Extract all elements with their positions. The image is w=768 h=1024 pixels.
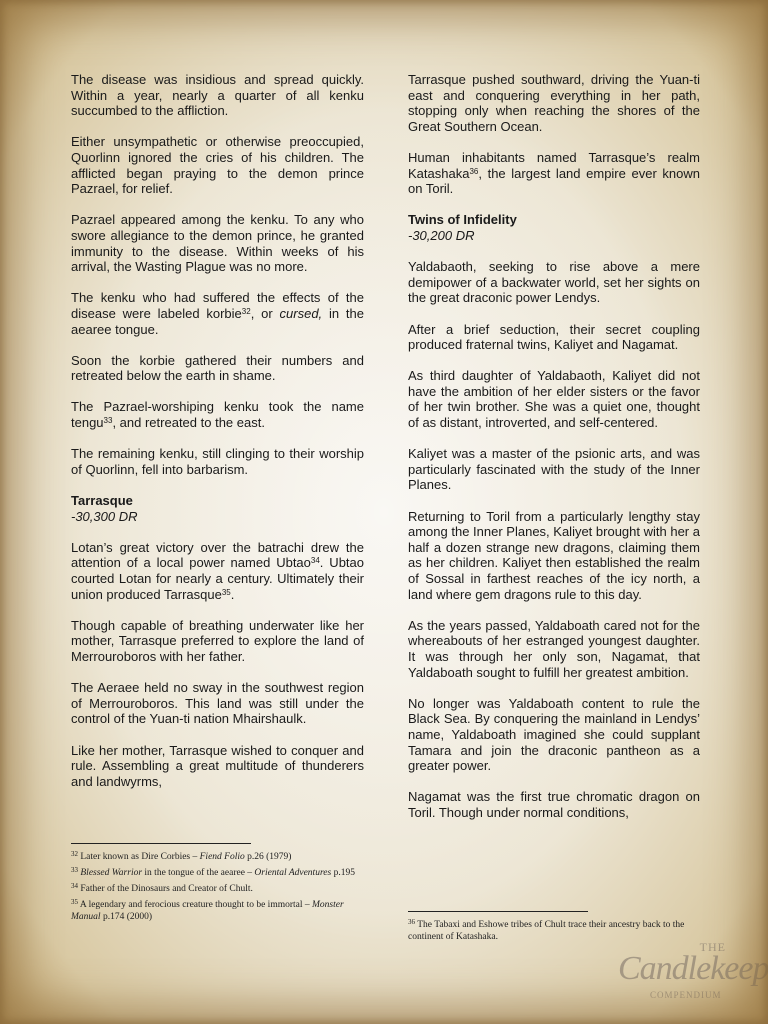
logo-line: Candlekeep <box>618 950 768 987</box>
footnote-ref: 32 <box>241 306 251 316</box>
emphasis: Oriental Adventures <box>254 868 332 878</box>
text-span: p.195 <box>331 868 355 878</box>
paragraph: Like her mother, Tarrasque wished to conquer and rule. Assembling a great multitude of thunderers and landwyrms, <box>71 742 364 789</box>
footnotes-left <box>71 851 364 927</box>
paragraph: Though capable of breathing underwater like her mother, Tarrasque preferred to explore the land of Merrouroboros with her father. <box>71 617 364 664</box>
paragraph: Returning to Toril from a particularly lengthy stay among the Inner Planes, Kaliyet brought with her a half a dozen strange new dragons, claiming them as her children. Kaliyet then established the realm of Sossal in farthest reaches of the icy north, a land where gem dragons rule to this day. <box>408 508 700 602</box>
text-span: Later known as Dire Corbies – <box>80 852 200 862</box>
text-span: , and retreated to the east. <box>112 415 265 431</box>
candlekeep-logo <box>612 940 768 1006</box>
section-heading: Twins of Infidelity <box>408 212 517 228</box>
footnote-number: 34 <box>71 882 78 890</box>
paragraph <box>71 290 364 337</box>
paragraph: The disease was insidious and spread quickly. Within a year, nearly a quarter of all kenku succumbed to the affliction. <box>71 72 364 119</box>
paragraph: No longer was Yaldaboath content to rule the Black Sea. By conquering the mainland in Lendys’ name, Yaldaboath imagined she could supplant Tamara and join the draconic pantheon as a greater power. <box>408 695 700 774</box>
footnote-divider <box>71 843 251 844</box>
paragraph: After a brief seduction, their secret coupling produced fraternal twins, Kaliyet and Nagamat. <box>408 321 700 353</box>
paragraph: Pazrael appeared among the kenku. To any who swore allegiance to the demon prince, he granted immunity to the disease. Within weeks of his arrival, the Wasting Plague was no more. <box>71 212 364 275</box>
paragraph: Either unsympathetic or otherwise preoccupied, Quorlinn ignored the cries of his children. The afflicted began praying to the demon prince Pazrael, for relief. <box>71 134 364 197</box>
footnote-number: 32 <box>71 850 78 858</box>
paragraph: As the years passed, Yaldaboath cared not for the whereabouts of her estranged youngest daughter. It was through her only son, Nagamat, that Yaldaboath sought to fulfill her greatest ambition. <box>408 617 700 680</box>
text-span: in the aearee tongue. <box>71 305 365 337</box>
text-span: , or <box>250 305 280 321</box>
text-span: The kenku who had suffered the effects of the disease were labeled korbie <box>71 290 364 321</box>
footnote-ref: 35 <box>221 587 231 597</box>
footnote <box>71 883 364 895</box>
paragraph: Nagamat was the first true chromatic dragon on Toril. Though under normal conditions, <box>408 789 700 820</box>
paragraph: As third daughter of Yaldabaoth, Kaliyet did not have the ambition of her elder sisters or the favor of her twin brother. She was a quiet one, thought of as distant, introverted, and self-centered. <box>408 368 700 431</box>
footnote-divider <box>408 911 588 912</box>
text-span: p.174 (2000) <box>100 912 153 922</box>
right-column <box>408 72 700 836</box>
text-span: . <box>230 586 235 602</box>
section-date: -30,200 DR <box>408 227 475 243</box>
text-span: Father of the Dinosaurs and Creator of Chult. <box>80 884 253 894</box>
logo-line: COMPENDIUM <box>650 990 722 1000</box>
paragraph: Yaldabaoth, seeking to rise above a mere demipower of a backwater world, set her sights on the great draconic power Lendys. <box>408 259 700 306</box>
section-date: -30,300 DR <box>71 508 138 524</box>
footnote-number: 33 <box>71 866 78 874</box>
text-span: Lotan’s great victory over the batrachi drew the attention of a local power named Ubtao <box>71 539 364 571</box>
text-span: p.26 (1979) <box>244 852 292 862</box>
paragraph: The Aeraee held no sway in the southwest region of Merrouroboros. This land was still under the control of the Yuan-ti nation Mhairshaulk. <box>71 680 364 727</box>
paragraph: Soon the korbie gathered their numbers and retreated below the earth in shame. <box>71 352 364 384</box>
paragraph: The remaining kenku, still clinging to their worship of Quorlinn, fell into barbarism. <box>71 446 364 477</box>
text-span: in the tongue of the aearee – <box>142 868 255 878</box>
text-span: Human inhabitants named Tarrasque’s realm Katashaka <box>408 149 700 181</box>
footnote <box>71 899 364 923</box>
paragraph <box>71 540 364 602</box>
emphasis: Fiend Folio <box>199 852 245 862</box>
paragraph: Kaliyet was a master of the psionic arts, and was particularly fascinated with the study of the Inner Planes. <box>408 446 700 493</box>
paragraph <box>408 150 700 197</box>
section-heading: Tarrasque <box>71 493 133 509</box>
paragraph <box>71 399 364 430</box>
footnote <box>71 851 364 863</box>
text-span: . Ubtao courted Lotan for nearly a century. Ultimately their union produced Tarrasque <box>71 555 364 602</box>
footnote-ref: 34 <box>310 556 320 566</box>
footnote-number: 35 <box>71 898 78 906</box>
text-span: The Tabaxi and Eshowe tribes of Chult trace their ancestry back to the continent of Katashaka. <box>408 920 685 942</box>
footnote <box>71 867 364 879</box>
emphasis: cursed, <box>279 305 323 321</box>
text-span: , the largest land empire ever known on Toril. <box>408 165 700 197</box>
emphasis: Blessed Warrior <box>80 868 143 878</box>
footnote-number: 36 <box>408 918 415 926</box>
text-span: The Pazrael-worshiping kenku took the name tengu <box>71 399 364 431</box>
paragraph: Tarrasque pushed southward, driving the Yuan-ti east and conquering everything in her path, stopping only when reaching the shores of the Great Southern Ocean. <box>408 72 700 134</box>
left-column <box>71 72 364 805</box>
text-span: A legendary and ferocious creature thought to be immortal – <box>79 900 313 910</box>
footnote-ref: 33 <box>103 416 113 426</box>
footnote-ref: 36 <box>469 166 479 176</box>
emphasis: Monster Manual <box>71 900 344 922</box>
logo-line: THE <box>699 940 726 954</box>
